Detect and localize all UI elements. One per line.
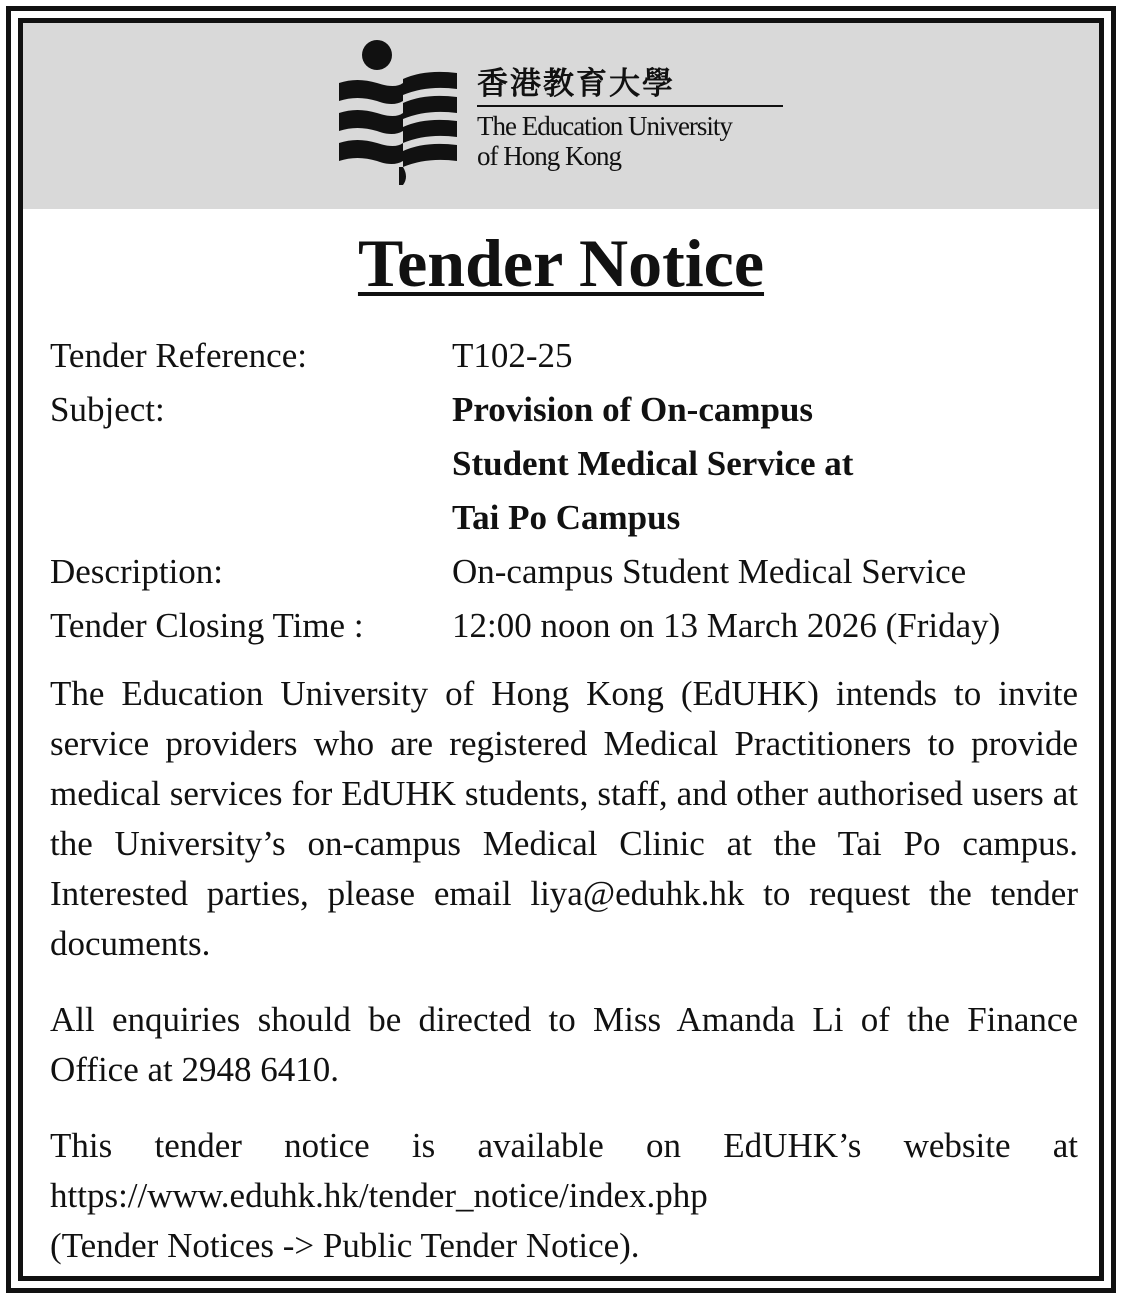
- description-label: Description:: [50, 552, 224, 591]
- website-path: (Tender Notices -> Public Tender Notice).: [50, 1226, 640, 1265]
- enquiry-paragraph: All enquiries should be directed to Miss Amanda Li of the Finance Office at 2948 6410.: [50, 1000, 1078, 1089]
- closing-time-label: Tender Closing Time :: [50, 606, 364, 645]
- subject-line: Tai Po Campus: [452, 498, 681, 537]
- university-logo: [339, 39, 799, 199]
- description-row: [50, 545, 1100, 599]
- subject-line: Student Medical Service at: [452, 444, 854, 483]
- logo-english-line2: of Hong Kong: [477, 141, 621, 171]
- website-line: This tender notice is available on EdUHK’s website at: [50, 1126, 1078, 1165]
- subject-row: [50, 383, 1100, 545]
- eduhk-emblem-icon: [339, 39, 459, 185]
- intro-paragraph: The Education University of Hong Kong (EdUHK) intends to invite service providers who are registered Medical Practitioners to provide medical services for EdUHK students, staff, and other authorised users at the University’s on-campus Medical Clinic at the Tai Po campus. Interested parties, please email liya@eduhk.hk to request the tender documents.: [50, 674, 1078, 963]
- website-paragraph: [50, 1121, 1078, 1271]
- subject-value: [452, 383, 1100, 545]
- logo-wordmark: [477, 67, 787, 171]
- reference-value: T102-25: [452, 336, 573, 375]
- reference-label: Tender Reference:: [50, 336, 307, 375]
- header-band: [23, 23, 1099, 209]
- logo-english-line1: The Education University: [477, 111, 732, 141]
- closing-time-value: 12:00 noon on 13 March 2026 (Friday): [452, 606, 1001, 645]
- website-url: https://www.eduhk.hk/tender_notice/index.php: [50, 1176, 708, 1215]
- tender-details: [50, 329, 1100, 653]
- logo-divider: [477, 105, 783, 107]
- notice-title: Tender Notice: [357, 225, 765, 301]
- logo-chinese-name: 香港教育大學: [477, 66, 675, 102]
- notice-frame: [18, 18, 1104, 1281]
- closing-time-row: [50, 599, 1100, 653]
- subject-label: Subject:: [50, 390, 165, 429]
- notice-body: [50, 669, 1078, 1281]
- reference-row: [50, 329, 1100, 383]
- subject-line: Provision of On-campus: [452, 390, 814, 429]
- description-value: On-campus Student Medical Service: [452, 552, 967, 591]
